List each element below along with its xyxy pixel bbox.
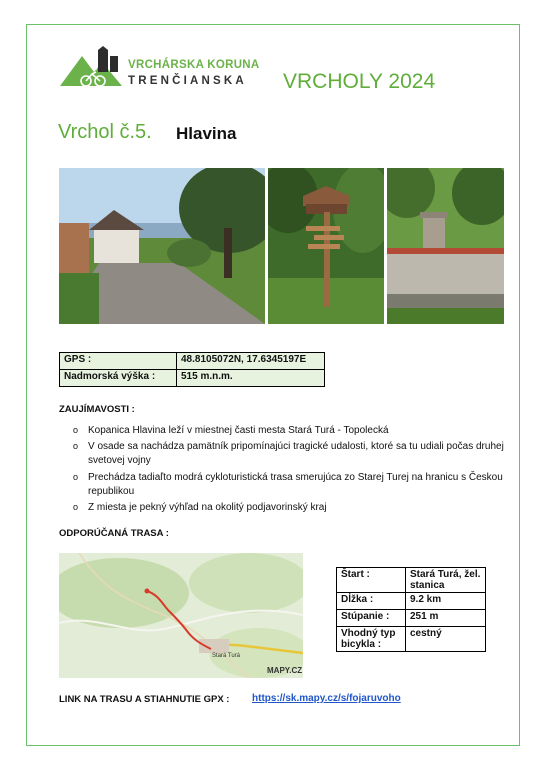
attractions-heading: ZAUJÍMAVOSTI : bbox=[59, 404, 135, 415]
table-row bbox=[60, 370, 325, 387]
brand-name-line2: TRENČIANSKA bbox=[128, 75, 247, 87]
link-label: LINK NA TRASU A STIAHNUTIE GPX : bbox=[59, 694, 230, 705]
attractions-list bbox=[60, 424, 510, 517]
village-road-photo bbox=[59, 168, 265, 324]
map-image bbox=[59, 553, 303, 678]
length-label: Dĺžka : bbox=[337, 593, 406, 610]
bike-type-value: cestný bbox=[406, 627, 486, 652]
list-item: o Z miesta je pekný výhľad na okolitý podjavorinský kraj bbox=[60, 501, 510, 515]
peak-number: Vrchol č.5. bbox=[58, 121, 152, 143]
table-row bbox=[337, 568, 486, 593]
table-row bbox=[337, 610, 486, 627]
gps-label: GPS : bbox=[60, 353, 177, 370]
wooden-signpost-photo bbox=[268, 168, 384, 324]
table-row bbox=[337, 593, 486, 610]
list-item: o V osade sa nachádza pamätník pripomínajúci tragické udalosti, ktoré sa tu udiali počas druhej svetovej vojny bbox=[60, 440, 510, 468]
map-place-label: Stará Turá bbox=[212, 653, 241, 659]
memorial-monument-photo bbox=[387, 168, 504, 324]
route-map[interactable] bbox=[59, 553, 303, 678]
year-title: VRCHOLY 2024 bbox=[283, 70, 436, 93]
gps-value: 48.8105072N, 17.6345197E bbox=[177, 353, 325, 370]
table-row bbox=[337, 627, 486, 652]
route-info-table bbox=[336, 567, 486, 652]
length-value: 9.2 km bbox=[406, 593, 486, 610]
bike-type-label: Vhodný typ bicykla : bbox=[337, 627, 406, 652]
location-table bbox=[59, 352, 325, 387]
altitude-value: 515 m.n.m. bbox=[177, 370, 325, 387]
route-link[interactable]: https://sk.mapy.cz/s/fojaruvoho bbox=[252, 693, 401, 704]
table-row bbox=[60, 353, 325, 370]
altitude-label: Nadmorská výška : bbox=[60, 370, 177, 387]
start-label: Štart : bbox=[337, 568, 406, 593]
map-brand-label: MAPY.CZ bbox=[267, 666, 303, 675]
ascent-value: 251 m bbox=[406, 610, 486, 627]
peak-name: Hlavina bbox=[176, 124, 237, 143]
route-heading: ODPORÚČANÁ TRASA : bbox=[59, 528, 169, 539]
start-value: Stará Turá, žel. stanica bbox=[406, 568, 486, 593]
ascent-label: Stúpanie : bbox=[337, 610, 406, 627]
list-item: o Prechádza tadiaľto modrá cykloturistická trasa smerujúca zo Starej Turej na hranicu s Českou republikou bbox=[60, 471, 510, 499]
brand-name-line1: VRCHÁRSKA KORUNA bbox=[128, 59, 260, 71]
list-item: o Kopanica Hlavina leží v miestnej časti mesta Stará Turá - Topolecká bbox=[60, 424, 510, 438]
